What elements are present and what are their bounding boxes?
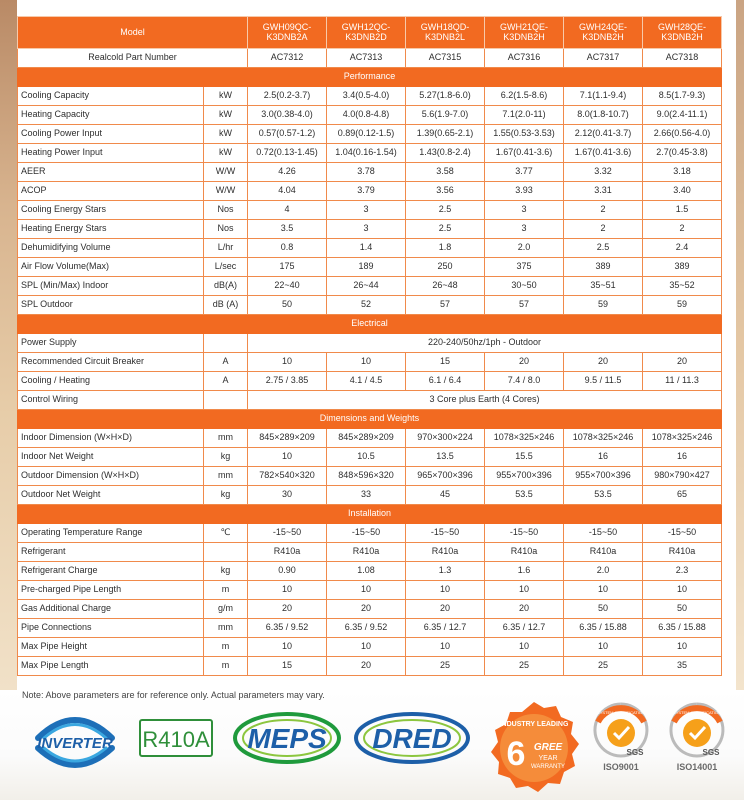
iso9001-text: ISO9001 <box>603 762 639 772</box>
spec-value: 782×540×320 <box>248 467 327 486</box>
spec-value: 10 <box>564 581 643 600</box>
spec-unit <box>204 334 248 353</box>
spec-value: -15~50 <box>248 524 327 543</box>
spec-row <box>18 144 722 163</box>
spec-value: 20 <box>406 600 485 619</box>
spec-value: -15~50 <box>406 524 485 543</box>
spec-value: 2.5 <box>406 220 485 239</box>
spec-value: 7.4 / 8.0 <box>485 372 564 391</box>
spec-label: Dehumidifying Volume <box>18 239 204 258</box>
section-title: Electrical <box>18 315 722 334</box>
spec-value: 3 <box>327 220 406 239</box>
spec-unit: Nos <box>204 220 248 239</box>
gree-top-text: INDUSTRY LEADING <box>499 721 569 728</box>
spec-value: R410a <box>248 543 327 562</box>
spec-value: 35~52 <box>643 277 722 296</box>
gree-number: 6 <box>506 735 526 773</box>
spec-label: Max Pipe Height <box>18 638 204 657</box>
spec-value: 1.67(0.41-3.6) <box>564 144 643 163</box>
spec-unit: L/sec <box>204 258 248 277</box>
spec-value: 10 <box>248 353 327 372</box>
model-name: GWH28QE- K3DNB2H <box>643 17 722 49</box>
spec-label: Cooling Power Input <box>18 125 204 144</box>
spec-row <box>18 543 722 562</box>
spec-row <box>18 486 722 505</box>
iso9001-cert-text: SYSTEM CERTIFICATION <box>597 710 645 715</box>
spec-value: 16 <box>643 448 722 467</box>
spec-value: R410a <box>564 543 643 562</box>
spec-value: 2.75 / 3.85 <box>248 372 327 391</box>
spec-unit: L/hr <box>204 239 248 258</box>
spec-row <box>18 106 722 125</box>
spec-value: 6.35 / 12.7 <box>485 619 564 638</box>
spec-value: 7.1(1.1-9.4) <box>564 87 643 106</box>
spec-value: 20 <box>564 353 643 372</box>
spec-label: Refrigerant Charge <box>18 562 204 581</box>
spec-label: AEER <box>18 163 204 182</box>
spec-value: 1.04(0.16-1.54) <box>327 144 406 163</box>
meps-logo <box>232 710 342 766</box>
iso14001-text: ISO14001 <box>676 762 718 772</box>
spec-value: 1.6 <box>485 562 564 581</box>
spec-unit: W/W <box>204 163 248 182</box>
spec-row <box>18 657 722 676</box>
spec-value: 2.0 <box>564 562 643 581</box>
iso9001-badge <box>590 700 652 796</box>
spec-value: 965×700×396 <box>406 467 485 486</box>
spec-value: 3 <box>485 201 564 220</box>
spec-value-span: 3 Core plus Earth (4 Cores) <box>248 391 722 410</box>
spec-unit <box>204 543 248 562</box>
spec-value: 3 <box>327 201 406 220</box>
spec-value: 1.08 <box>327 562 406 581</box>
spec-unit: dB(A) <box>204 277 248 296</box>
spec-value: 848×596×320 <box>327 467 406 486</box>
model-header-row <box>18 17 722 49</box>
spec-value: 35 <box>643 657 722 676</box>
spec-value: -15~50 <box>643 524 722 543</box>
spec-value: 3.79 <box>327 182 406 201</box>
spec-unit: m <box>204 638 248 657</box>
spec-value: 52 <box>327 296 406 315</box>
spec-value: -15~50 <box>327 524 406 543</box>
spec-value: 3 <box>485 220 564 239</box>
spec-value: 35~51 <box>564 277 643 296</box>
spec-value: 3.40 <box>643 182 722 201</box>
spec-value: 1.3 <box>406 562 485 581</box>
spec-row <box>18 239 722 258</box>
spec-value: 13.5 <box>406 448 485 467</box>
spec-row <box>18 467 722 486</box>
spec-value: R410a <box>327 543 406 562</box>
spec-unit: kW <box>204 106 248 125</box>
spec-label: Cooling Energy Stars <box>18 201 204 220</box>
spec-value: 2.7(0.45-3.8) <box>643 144 722 163</box>
spec-value: R410a <box>485 543 564 562</box>
spec-value: 6.35 / 9.52 <box>248 619 327 638</box>
spec-row <box>18 353 722 372</box>
spec-value: 33 <box>327 486 406 505</box>
spec-row <box>18 87 722 106</box>
sgs-label-1: SGS <box>626 748 644 757</box>
spec-value: 15 <box>248 657 327 676</box>
spec-label: Control Wiring <box>18 391 204 410</box>
spec-value: 375 <box>485 258 564 277</box>
part-number: AC7312 <box>248 49 327 68</box>
spec-value: 980×790×427 <box>643 467 722 486</box>
gree-warranty-badge <box>486 700 582 796</box>
spec-row <box>18 448 722 467</box>
spec-value: 2 <box>564 220 643 239</box>
spec-value: 845×289×209 <box>248 429 327 448</box>
spec-value: 53.5 <box>564 486 643 505</box>
spec-value: 30 <box>248 486 327 505</box>
spec-label: Air Flow Volume(Max) <box>18 258 204 277</box>
spec-value: 10 <box>248 581 327 600</box>
spec-label: Recommended Circuit Breaker <box>18 353 204 372</box>
spec-value: 1078×325×246 <box>485 429 564 448</box>
inverter-text: INVERTER <box>37 735 113 752</box>
spec-value: 10 <box>327 638 406 657</box>
spec-value: 2.4 <box>643 239 722 258</box>
spec-value: 389 <box>564 258 643 277</box>
spec-value: 5.6(1.9-7.0) <box>406 106 485 125</box>
spec-label: Heating Capacity <box>18 106 204 125</box>
spec-unit: mm <box>204 429 248 448</box>
spec-row <box>18 125 722 144</box>
spec-value: 15 <box>406 353 485 372</box>
spec-value: 2.66(0.56-4.0) <box>643 125 722 144</box>
spec-value: 3.78 <box>327 163 406 182</box>
spec-value: 3.32 <box>564 163 643 182</box>
spec-value: 955×700×396 <box>564 467 643 486</box>
spec-label: SPL (Min/Max) Indoor <box>18 277 204 296</box>
spec-unit: kW <box>204 144 248 163</box>
spec-value: 25 <box>564 657 643 676</box>
spec-value: 2 <box>643 220 722 239</box>
part-number-label: Realcold Part Number <box>18 49 248 68</box>
spec-value: 5.27(1.8-6.0) <box>406 87 485 106</box>
spec-value: 22~40 <box>248 277 327 296</box>
spec-value: 6.35 / 15.88 <box>564 619 643 638</box>
part-number: AC7316 <box>485 49 564 68</box>
spec-value: 10 <box>643 638 722 657</box>
spec-value: 8.0(1.8-10.7) <box>564 106 643 125</box>
spec-value: 10 <box>406 638 485 657</box>
spec-value: 10 <box>485 638 564 657</box>
spec-value: R410a <box>643 543 722 562</box>
iso14001-cert-text: SYSTEM CERTIFICATION <box>673 710 721 715</box>
spec-unit: ℃ <box>204 524 248 543</box>
dred-logo <box>350 710 470 766</box>
spec-value: 1078×325×246 <box>564 429 643 448</box>
spec-label: Pipe Connections <box>18 619 204 638</box>
spec-row <box>18 391 722 410</box>
spec-unit: kW <box>204 87 248 106</box>
section-title: Performance <box>18 68 722 87</box>
spec-value: 4.26 <box>248 163 327 182</box>
spec-row <box>18 600 722 619</box>
spec-value: 1.5 <box>643 201 722 220</box>
spec-row <box>18 581 722 600</box>
spec-value: 845×289×209 <box>327 429 406 448</box>
spec-value: 3.0(0.38-4.0) <box>248 106 327 125</box>
spec-label: ACOP <box>18 182 204 201</box>
spec-value: 10 <box>248 638 327 657</box>
spec-value: 10 <box>327 581 406 600</box>
spec-row <box>18 619 722 638</box>
spec-value: 10 <box>327 353 406 372</box>
spec-label: Refrigerant <box>18 543 204 562</box>
spec-value: 20 <box>248 600 327 619</box>
spec-value: 1.4 <box>327 239 406 258</box>
spec-unit: m <box>204 581 248 600</box>
spec-value: 0.90 <box>248 562 327 581</box>
spec-row <box>18 201 722 220</box>
section-title: Dimensions and Weights <box>18 410 722 429</box>
spec-value: 9.0(2.4-11.1) <box>643 106 722 125</box>
spec-value: 45 <box>406 486 485 505</box>
spec-value: 20 <box>643 353 722 372</box>
spec-value: 3.77 <box>485 163 564 182</box>
spec-unit <box>204 391 248 410</box>
spec-value: 10 <box>248 448 327 467</box>
spec-value: 50 <box>643 600 722 619</box>
spec-value: 30~50 <box>485 277 564 296</box>
spec-value: 50 <box>248 296 327 315</box>
part-number: AC7315 <box>406 49 485 68</box>
spec-value: R410a <box>406 543 485 562</box>
part-number-row <box>18 49 722 68</box>
section-header <box>18 68 722 87</box>
spec-value: 6.2(1.5-8.6) <box>485 87 564 106</box>
part-number: AC7318 <box>643 49 722 68</box>
section-header <box>18 315 722 334</box>
spec-row <box>18 163 722 182</box>
meps-text: MEPS <box>247 723 327 754</box>
spec-value: 59 <box>643 296 722 315</box>
spec-label: Power Supply <box>18 334 204 353</box>
spec-value: 26~48 <box>406 277 485 296</box>
spec-row <box>18 562 722 581</box>
spec-unit: W/W <box>204 182 248 201</box>
r410a-logo <box>138 718 214 758</box>
spec-value: 1.55(0.53-3.53) <box>485 125 564 144</box>
iso14001-badge <box>664 700 730 796</box>
spec-row <box>18 372 722 391</box>
spec-unit: A <box>204 372 248 391</box>
spec-value: 59 <box>564 296 643 315</box>
gree-warranty-text: WARRANTY <box>530 764 566 770</box>
spec-label: Pre-charged Pipe Length <box>18 581 204 600</box>
spec-label: Outdoor Dimension (W×H×D) <box>18 467 204 486</box>
spec-value: 20 <box>485 600 564 619</box>
model-name: GWH24QE- K3DNB2H <box>564 17 643 49</box>
model-name: GWH09QC- K3DNB2A <box>248 17 327 49</box>
gree-brand-text: GREE <box>533 742 563 753</box>
spec-row <box>18 334 722 353</box>
spec-unit: A <box>204 353 248 372</box>
spec-value: 10 <box>485 581 564 600</box>
spec-unit: kg <box>204 448 248 467</box>
spec-unit: dB (A) <box>204 296 248 315</box>
spec-value: 3.4(0.5-4.0) <box>327 87 406 106</box>
spec-value: 389 <box>643 258 722 277</box>
spec-value: 4.04 <box>248 182 327 201</box>
part-number: AC7313 <box>327 49 406 68</box>
spec-value: 2 <box>564 201 643 220</box>
spec-value: 189 <box>327 258 406 277</box>
spec-value: 10 <box>406 581 485 600</box>
spec-unit: mm <box>204 619 248 638</box>
spec-value: 0.72(0.13-1.45) <box>248 144 327 163</box>
spec-row <box>18 429 722 448</box>
spec-value: 9.5 / 11.5 <box>564 372 643 391</box>
spec-value: 1.8 <box>406 239 485 258</box>
spec-value: 2.5(0.2-3.7) <box>248 87 327 106</box>
spec-value: 3.31 <box>564 182 643 201</box>
model-name: GWH12QC- K3DNB2D <box>327 17 406 49</box>
spec-value: 53.5 <box>485 486 564 505</box>
spec-row <box>18 258 722 277</box>
spec-label: Heating Power Input <box>18 144 204 163</box>
spec-value: 3.5 <box>248 220 327 239</box>
spec-row <box>18 277 722 296</box>
model-name: GWH18QD- K3DNB2L <box>406 17 485 49</box>
spec-table <box>17 16 722 676</box>
spec-value: 15.5 <box>485 448 564 467</box>
spec-value: 2.0 <box>485 239 564 258</box>
spec-value: 50 <box>564 600 643 619</box>
spec-value: 2.5 <box>564 239 643 258</box>
background-strip-left <box>0 0 17 690</box>
spec-unit: kg <box>204 486 248 505</box>
spec-value: 1.67(0.41-3.6) <box>485 144 564 163</box>
sgs-label-2: SGS <box>702 748 720 757</box>
section-header <box>18 505 722 524</box>
spec-value: 0.8 <box>248 239 327 258</box>
section-header <box>18 410 722 429</box>
spec-value: 26~44 <box>327 277 406 296</box>
dred-text: DRED <box>372 723 452 754</box>
spec-value: 1078×325×246 <box>643 429 722 448</box>
spec-label: Cooling Capacity <box>18 87 204 106</box>
spec-value: 4 <box>248 201 327 220</box>
disclaimer-note: Note: Above parameters are for reference only. Actual parameters may vary. <box>22 690 325 700</box>
spec-value: 955×700×396 <box>485 467 564 486</box>
spec-value: 175 <box>248 258 327 277</box>
spec-value: 4.1 / 4.5 <box>327 372 406 391</box>
spec-value: 6.35 / 12.7 <box>406 619 485 638</box>
spec-value: 11 / 11.3 <box>643 372 722 391</box>
spec-label: SPL Outdoor <box>18 296 204 315</box>
spec-value: 6.35 / 9.52 <box>327 619 406 638</box>
spec-value: 7.1(2.0-11) <box>485 106 564 125</box>
spec-value-span: 220-240/50hz/1ph - Outdoor <box>248 334 722 353</box>
spec-row <box>18 524 722 543</box>
spec-value: 10.5 <box>327 448 406 467</box>
model-name: GWH21QE- K3DNB2H <box>485 17 564 49</box>
spec-value: 6.35 / 15.88 <box>643 619 722 638</box>
spec-unit: g/m <box>204 600 248 619</box>
spec-value: -15~50 <box>564 524 643 543</box>
spec-value: 10 <box>643 581 722 600</box>
spec-value: 3.56 <box>406 182 485 201</box>
spec-value: 1.39(0.65-2.1) <box>406 125 485 144</box>
spec-label: Outdoor Net Weight <box>18 486 204 505</box>
spec-value: 0.89(0.12-1.5) <box>327 125 406 144</box>
spec-value: 25 <box>485 657 564 676</box>
spec-label: Gas Additional Charge <box>18 600 204 619</box>
spec-value: 20 <box>327 657 406 676</box>
spec-value: 16 <box>564 448 643 467</box>
part-number: AC7317 <box>564 49 643 68</box>
model-label: Model <box>18 17 248 49</box>
spec-value: 3.93 <box>485 182 564 201</box>
spec-unit: Nos <box>204 201 248 220</box>
spec-label: Cooling / Heating <box>18 372 204 391</box>
spec-value: 0.57(0.57-1.2) <box>248 125 327 144</box>
spec-value: 20 <box>327 600 406 619</box>
spec-label: Indoor Net Weight <box>18 448 204 467</box>
spec-unit: kW <box>204 125 248 144</box>
spec-row <box>18 182 722 201</box>
spec-value: 3.18 <box>643 163 722 182</box>
spec-row <box>18 638 722 657</box>
spec-label: Indoor Dimension (W×H×D) <box>18 429 204 448</box>
spec-value: 6.1 / 6.4 <box>406 372 485 391</box>
spec-value: 1.43(0.8-2.4) <box>406 144 485 163</box>
spec-value: 2.5 <box>406 201 485 220</box>
spec-value: 3.58 <box>406 163 485 182</box>
spec-value: 4.0(0.8-4.8) <box>327 106 406 125</box>
spec-value: 10 <box>564 638 643 657</box>
spec-unit: mm <box>204 467 248 486</box>
spec-row <box>18 296 722 315</box>
spec-value: 65 <box>643 486 722 505</box>
spec-label: Operating Temperature Range <box>18 524 204 543</box>
r410a-text: R410A <box>142 727 210 752</box>
spec-unit: m <box>204 657 248 676</box>
certification-logos <box>0 700 744 800</box>
spec-value: 20 <box>485 353 564 372</box>
spec-value: 25 <box>406 657 485 676</box>
gree-year-text: YEAR <box>538 755 558 762</box>
spec-value: 2.12(0.41-3.7) <box>564 125 643 144</box>
section-title: Installation <box>18 505 722 524</box>
spec-value: -15~50 <box>485 524 564 543</box>
spec-value: 8.5(1.7-9.3) <box>643 87 722 106</box>
spec-label: Max Pipe Length <box>18 657 204 676</box>
spec-unit: kg <box>204 562 248 581</box>
spec-value: 970×300×224 <box>406 429 485 448</box>
spec-value: 57 <box>406 296 485 315</box>
background-strip-right <box>736 0 744 690</box>
spec-row <box>18 220 722 239</box>
spec-value: 250 <box>406 258 485 277</box>
spec-value: 57 <box>485 296 564 315</box>
spec-label: Heating Energy Stars <box>18 220 204 239</box>
spec-value: 2.3 <box>643 562 722 581</box>
inverter-logo <box>30 708 120 768</box>
